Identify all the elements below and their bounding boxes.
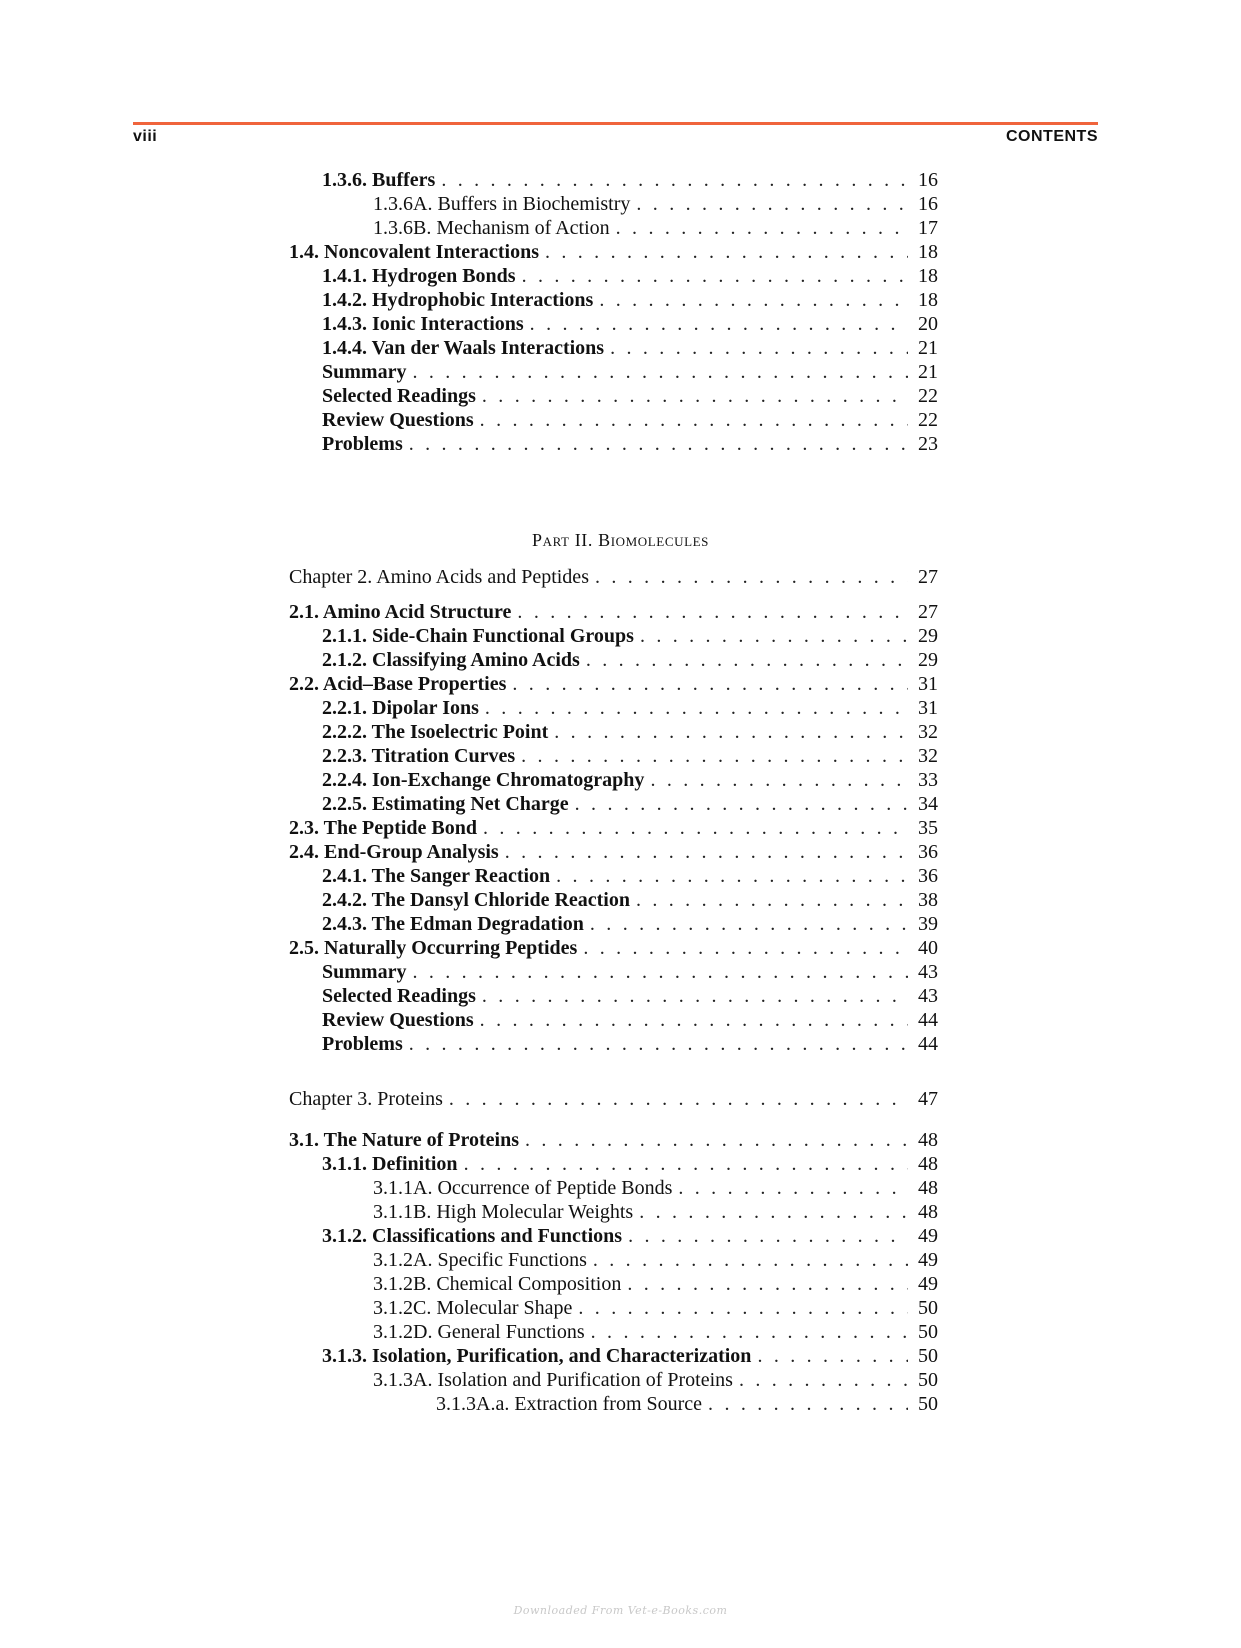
toc-entry-page: 16 — [918, 193, 938, 215]
toc-entry[interactable] — [322, 360, 938, 385]
toc-entry-label: 3.1.3A.a. Extraction from Source — [436, 1393, 703, 1415]
toc-entry-page: 49 — [918, 1249, 938, 1271]
toc-entry-page: 21 — [918, 337, 938, 359]
dot-leader — [554, 720, 908, 745]
toc-entry-page: 48 — [918, 1129, 938, 1151]
dot-leader — [636, 888, 908, 913]
dot-leader — [505, 840, 908, 865]
toc-entry[interactable] — [322, 720, 938, 745]
toc-entry[interactable] — [373, 1200, 938, 1225]
toc-entry-page: 39 — [918, 913, 938, 935]
dot-leader — [522, 264, 908, 289]
dot-leader — [628, 1224, 908, 1249]
dot-leader — [708, 1392, 908, 1417]
page-number: viii — [133, 128, 158, 145]
toc-entry[interactable] — [373, 216, 938, 241]
toc-entry-label: 3.1.2C. Molecular Shape — [373, 1297, 573, 1319]
toc-entry-page: 18 — [918, 265, 938, 287]
toc-entry-page: 34 — [918, 793, 938, 815]
toc-entry[interactable] — [322, 264, 938, 289]
toc-entry-label: 2.2.4. Ion-Exchange Chromatography — [322, 769, 645, 791]
dot-leader — [678, 1176, 908, 1201]
toc-entry-page: 48 — [918, 1201, 938, 1223]
toc-entry-label: 1.4.1. Hydrogen Bonds — [322, 265, 516, 287]
dot-leader — [530, 312, 908, 337]
toc-entry[interactable] — [289, 240, 938, 265]
toc-entry[interactable] — [289, 672, 938, 697]
dot-leader — [449, 1087, 908, 1112]
dot-leader — [636, 192, 908, 217]
toc-entry-label: Summary — [322, 961, 407, 983]
toc-entry-page: 49 — [918, 1225, 938, 1247]
dot-leader — [480, 408, 908, 433]
toc-entry-page: 18 — [918, 289, 938, 311]
toc-entry-label: 3.1.2B. Chemical Composition — [373, 1273, 622, 1295]
toc-entry-label: 2.3. The Peptide Bond — [289, 817, 477, 839]
toc-entry-label: 1.4.3. Ionic Interactions — [322, 313, 524, 335]
toc-entry[interactable] — [322, 648, 938, 673]
toc-entry-label: 2.1. Amino Acid Structure — [289, 601, 512, 623]
toc-entry-label: 3.1. The Nature of Proteins — [289, 1129, 519, 1151]
toc-entry[interactable] — [289, 565, 938, 590]
toc-entry[interactable] — [322, 312, 938, 337]
dot-leader — [650, 768, 908, 793]
toc-entry-page: 31 — [918, 697, 938, 719]
toc-entry-label: Selected Readings — [322, 385, 476, 407]
toc-entry-page: 44 — [918, 1033, 938, 1055]
toc-entry-page: 31 — [918, 673, 938, 695]
toc-entry[interactable] — [436, 1392, 938, 1417]
dot-leader — [409, 1032, 908, 1057]
toc-entry-label: 1.4. Noncovalent Interactions — [289, 241, 539, 263]
toc-entry[interactable] — [322, 696, 938, 721]
toc-entry-page: 22 — [918, 409, 938, 431]
dot-leader — [757, 1344, 908, 1369]
toc-entry[interactable] — [322, 768, 938, 793]
toc-entry[interactable] — [373, 1272, 938, 1297]
toc-entry-page: 35 — [918, 817, 938, 839]
toc-entry[interactable] — [322, 960, 938, 985]
toc-entry[interactable] — [322, 624, 938, 649]
toc-entry-page: 50 — [918, 1345, 938, 1367]
toc-entry-label: 3.1.1B. High Molecular Weights — [373, 1201, 634, 1223]
dot-leader — [590, 912, 908, 937]
toc-entry-label: 2.2.5. Estimating Net Charge — [322, 793, 569, 815]
toc-entry[interactable] — [322, 912, 938, 937]
toc-entry-page: 36 — [918, 841, 938, 863]
toc-entry[interactable] — [322, 288, 938, 313]
toc-entry[interactable] — [289, 1128, 938, 1153]
toc-entry-page: 50 — [918, 1369, 938, 1391]
dot-leader — [610, 336, 908, 361]
toc-entry[interactable] — [289, 840, 938, 865]
toc-entry-page: 29 — [918, 649, 938, 671]
dot-leader — [639, 1200, 908, 1225]
toc-entry-page: 18 — [918, 241, 938, 263]
toc-entry-label: Selected Readings — [322, 985, 476, 1007]
toc-entry-page: 32 — [918, 721, 938, 743]
dot-leader — [483, 816, 908, 841]
dot-leader — [412, 360, 908, 385]
toc-entry-label: 2.4.1. The Sanger Reaction — [322, 865, 551, 887]
toc-entry[interactable] — [322, 744, 938, 769]
toc-entry[interactable] — [322, 984, 938, 1009]
toc-entry-label: 2.5. Naturally Occurring Peptides — [289, 937, 578, 959]
toc-entry-label: 3.1.1A. Occurrence of Peptide Bonds — [373, 1177, 673, 1199]
dot-leader — [595, 565, 908, 590]
toc-entry-label: 3.1.2A. Specific Functions — [373, 1249, 587, 1271]
toc-entry-page: 29 — [918, 625, 938, 647]
header-rule — [133, 122, 1098, 125]
toc-entry-page: 49 — [918, 1273, 938, 1295]
toc-entry[interactable] — [322, 336, 938, 361]
dot-leader — [739, 1368, 908, 1393]
dot-leader — [517, 600, 908, 625]
dot-leader — [409, 432, 908, 457]
toc-entry-label: Problems — [322, 1033, 403, 1055]
toc-entry-page: 21 — [918, 361, 938, 383]
toc-entry-page: 27 — [918, 601, 938, 623]
toc-entry-page: 50 — [918, 1297, 938, 1319]
toc-entry-label: 2.4.3. The Edman Degradation — [322, 913, 584, 935]
dot-leader — [480, 1008, 908, 1033]
toc-entry-label: 2.4.2. The Dansyl Chloride Reaction — [322, 889, 630, 911]
toc-entry[interactable] — [373, 1320, 938, 1345]
dot-leader — [556, 864, 908, 889]
toc-entry-label: 1.3.6A. Buffers in Biochemistry — [373, 193, 631, 215]
toc-entry-label: 2.2. Acid–Base Properties — [289, 673, 507, 695]
toc-entry-page: 17 — [918, 217, 938, 239]
toc-entry-label: 2.1.1. Side-Chain Functional Groups — [322, 625, 634, 647]
dot-leader — [591, 1320, 908, 1345]
toc-entry-label: 1.4.2. Hydrophobic Interactions — [322, 289, 594, 311]
toc-entry-label: 1.4.4. Van der Waals Interactions — [322, 337, 605, 359]
dot-leader — [627, 1272, 908, 1297]
toc-entry-page: 48 — [918, 1153, 938, 1175]
toc-entry-page: 20 — [918, 313, 938, 335]
toc-entry-page: 16 — [918, 169, 938, 191]
dot-leader — [521, 744, 908, 769]
dot-leader — [578, 1296, 908, 1321]
dot-leader — [575, 792, 908, 817]
toc-entry-page: 44 — [918, 1009, 938, 1031]
dot-leader — [525, 1128, 908, 1153]
toc-entry-page: 50 — [918, 1321, 938, 1343]
toc-entry-label: Chapter 2. Amino Acids and Peptides — [289, 566, 589, 588]
toc-entry-page: 40 — [918, 937, 938, 959]
toc-entry-label: 2.2.2. The Isoelectric Point — [322, 721, 549, 743]
toc-entry-page: 43 — [918, 961, 938, 983]
dot-leader — [640, 624, 908, 649]
toc-entry[interactable] — [322, 1224, 938, 1249]
toc-entry[interactable] — [289, 1087, 938, 1112]
dot-leader — [441, 168, 908, 193]
toc-entry[interactable] — [289, 816, 938, 841]
dot-leader — [586, 648, 908, 673]
dot-leader — [412, 960, 908, 985]
toc-entry-page: 27 — [918, 566, 938, 588]
dot-leader — [512, 672, 908, 697]
dot-leader — [616, 216, 908, 241]
toc-entry[interactable] — [322, 408, 938, 433]
toc-entry-page: 23 — [918, 433, 938, 455]
toc-entry[interactable] — [322, 1152, 938, 1177]
toc-entry[interactable] — [373, 1176, 938, 1201]
toc-entry-page: 48 — [918, 1177, 938, 1199]
dot-leader — [593, 1248, 908, 1273]
toc-entry[interactable] — [322, 1344, 938, 1369]
running-title: CONTENTS — [1006, 128, 1098, 145]
toc-entry-page: 50 — [918, 1393, 938, 1415]
toc-entry[interactable] — [322, 168, 938, 193]
toc-entry-label: 2.4. End-Group Analysis — [289, 841, 499, 863]
toc-entry-label: 2.2.3. Titration Curves — [322, 745, 516, 767]
toc-entry[interactable] — [289, 600, 938, 625]
toc-entry-page: 36 — [918, 865, 938, 887]
dot-leader — [545, 240, 908, 265]
toc-entry[interactable] — [373, 1368, 938, 1393]
toc-entry-label: 3.1.2. Classifications and Functions — [322, 1225, 623, 1247]
dot-leader — [464, 1152, 908, 1177]
toc-entry-label: Review Questions — [322, 1009, 474, 1031]
toc-entry[interactable] — [322, 888, 938, 913]
toc-entry-label: 3.1.1. Definition — [322, 1153, 458, 1175]
toc-entry[interactable] — [322, 1032, 938, 1057]
toc-entry-page: 43 — [918, 985, 938, 1007]
toc-entry-page: 32 — [918, 745, 938, 767]
toc-entry-label: Problems — [322, 433, 403, 455]
toc-entry-page: 33 — [918, 769, 938, 791]
dot-leader — [482, 984, 908, 1009]
dot-leader — [599, 288, 908, 313]
toc-entry[interactable] — [322, 432, 938, 457]
toc-entry-label: 3.1.3. Isolation, Purification, and Characterization — [322, 1345, 752, 1367]
dot-leader — [485, 696, 908, 721]
toc-entry-page: 22 — [918, 385, 938, 407]
toc-entry[interactable] — [373, 1248, 938, 1273]
toc-entry-label: 1.3.6B. Mechanism of Action — [373, 217, 610, 239]
toc-entry-page: 38 — [918, 889, 938, 911]
toc-entry-label: Chapter 3. Proteins — [289, 1088, 443, 1110]
part-title: Part II. Biomolecules — [531, 530, 710, 550]
toc-entry-label: 3.1.2D. General Functions — [373, 1321, 585, 1343]
toc-entry[interactable] — [322, 792, 938, 817]
toc-entry[interactable] — [289, 936, 938, 961]
toc-entry[interactable] — [373, 1296, 938, 1321]
toc-entry-label: 2.1.2. Classifying Amino Acids — [322, 649, 580, 671]
toc-entry-label: Summary — [322, 361, 407, 383]
dot-leader — [482, 384, 908, 409]
download-watermark: Downloaded From Vet-e-Books.com — [513, 1604, 728, 1617]
toc-entry[interactable] — [322, 864, 938, 889]
toc-entry-label: 3.1.3A. Isolation and Purification of Proteins — [373, 1369, 733, 1391]
toc-entry-label: Review Questions — [322, 409, 474, 431]
dot-leader — [583, 936, 908, 961]
toc-entry[interactable] — [373, 192, 938, 217]
toc-entry-page: 47 — [918, 1088, 938, 1110]
toc-entry[interactable] — [322, 384, 938, 409]
toc-entry-label: 1.3.6. Buffers — [322, 169, 436, 191]
toc-entry[interactable] — [322, 1008, 938, 1033]
toc-entry-label: 2.2.1. Dipolar Ions — [322, 697, 479, 719]
